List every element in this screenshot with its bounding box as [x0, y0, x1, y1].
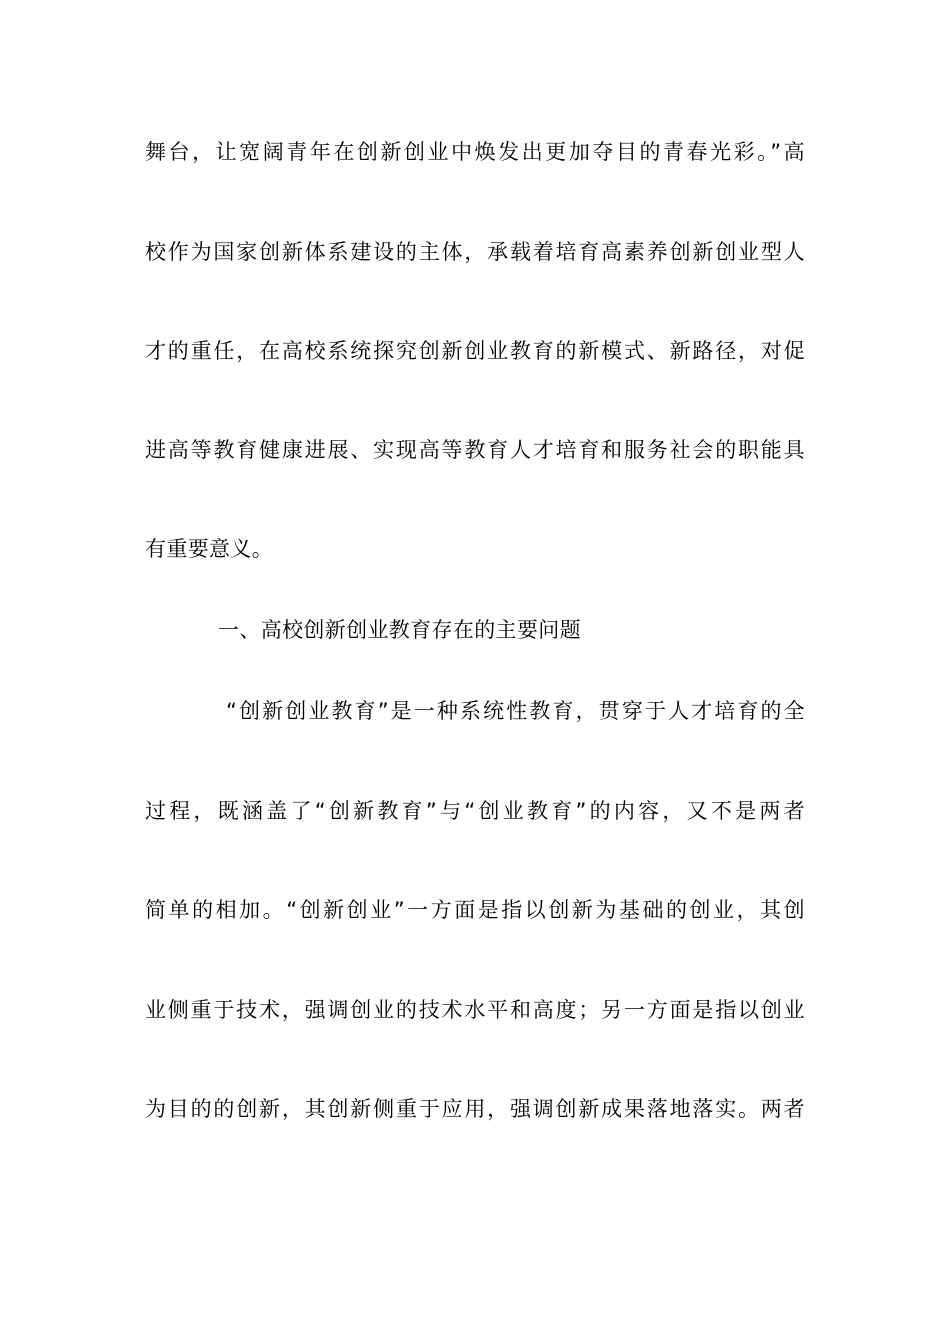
paragraph-line: 有重要意义。	[145, 537, 274, 561]
paragraph-line: 进高等教育健康进展、实现高等教育人才培育和服务社会的职能具	[145, 438, 805, 462]
paragraph-line: 校作为国家创新体系建设的主体，承载着培育高素养创新创业型人	[145, 240, 805, 264]
paragraph-line: 简单的相加。“创新创业”一方面是指以创新为基础的创业，其创	[145, 898, 805, 922]
section-heading: 一、高校创新创业教育存在的主要问题	[218, 618, 581, 642]
paragraph-line: 业侧重于技术，强调创业的技术水平和高度；另一方面是指以创业	[145, 998, 805, 1022]
paragraph-line: 舞台，让宽阔青年在创新创业中焕发出更加夺目的青春光彩。”高	[145, 140, 805, 164]
paragraph-line: 过程，既涵盖了“创新教育”与“创业教育”的内容，又不是两者	[145, 799, 805, 823]
paragraph-line: 才的重任，在高校系统探究创新创业教育的新模式、新路径，对促	[145, 339, 805, 363]
paragraph-line: 为目的的创新，其创新侧重于应用，强调创新成果落地落实。两者	[145, 1097, 805, 1121]
paragraph-line: “创新创业教育”是一种系统性教育，贯穿于人才培育的全	[226, 699, 805, 723]
